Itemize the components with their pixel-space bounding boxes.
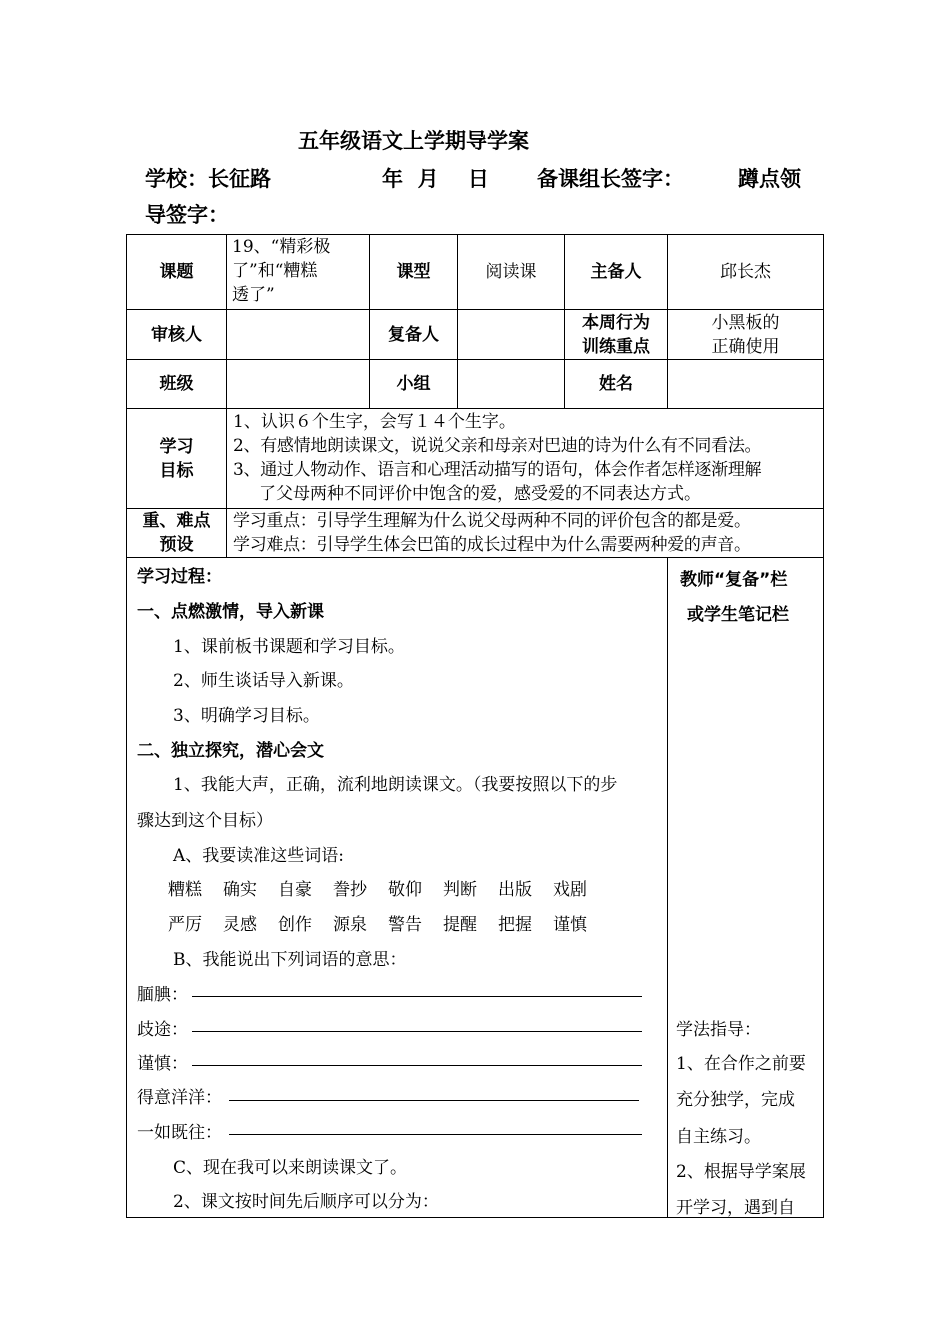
process-heading: 学习过程：: [137, 567, 222, 587]
key-points-list: [233, 509, 821, 557]
key-points-label: [127, 509, 226, 557]
author-label: 主备人: [590, 262, 642, 282]
topic-value-line-3: 透了”: [232, 285, 275, 305]
section-1-item: 1、课前板书课题和学习目标。: [173, 637, 405, 657]
sidebar-heading-1: 教师“复备”栏: [680, 570, 788, 590]
goals-label-2: 目标: [159, 460, 194, 481]
weekly-focus-value-1: 小黑板的: [711, 312, 780, 333]
key-points-label-2: 预设: [159, 535, 194, 555]
leader-sign-1: 蹲点领: [738, 167, 801, 191]
weekly-focus-label-1: 本周行为: [582, 312, 650, 333]
study-guide-title: 学法指导：: [676, 1020, 761, 1040]
study-guide-line: 开学习，遇到自: [676, 1198, 795, 1218]
weekly-focus-label-2: 训练重点: [582, 336, 650, 357]
goals-label: [127, 409, 226, 508]
words-row-2: [168, 910, 587, 935]
weekly-focus-label: [565, 310, 667, 359]
study-guide-line: 充分独学，完成: [676, 1090, 795, 1110]
word: 严厉: [168, 915, 202, 935]
section-2-item-1b: 骤达到这个目标）: [137, 811, 273, 831]
document-title: 五年级语文上学期导学案: [298, 129, 529, 153]
leader-sign-2: 导签字：: [145, 203, 229, 227]
word: 源泉: [333, 915, 367, 935]
key-point-item: 学习重点：引导学生理解为什么说父母两种不同的评价包含的都是爱。: [233, 511, 751, 531]
reviewer-label: 审核人: [151, 324, 202, 345]
answer-line[interactable]: [192, 996, 642, 997]
topic-value-line-1: 19、“精彩极: [232, 237, 331, 257]
word: 灵感: [223, 915, 257, 935]
word: 警告: [388, 915, 422, 935]
class-label: 班级: [159, 374, 194, 394]
word: 创作: [278, 915, 312, 935]
author-value: 邱长杰: [720, 262, 771, 282]
topic-label: 课题: [159, 262, 194, 282]
answer-line[interactable]: [229, 1100, 639, 1101]
topic-value-line-2: 了”和“糟糕: [232, 261, 318, 281]
word: 戏剧: [553, 880, 587, 900]
type-label: 课型: [396, 262, 431, 282]
step-b: B、我能说出下列词语的意思：: [173, 950, 407, 970]
goal-item: 了父母两种不同评价中饱含的爱，感受爱的不同表达方式。: [259, 484, 701, 504]
weekly-focus-value-2: 正确使用: [711, 336, 780, 357]
name-value[interactable]: [668, 360, 823, 408]
term-label: 歧途：: [137, 1020, 188, 1040]
answer-line[interactable]: [192, 1031, 642, 1032]
step-a: A、我要读准这些词语:: [173, 846, 345, 866]
sidebar-heading-2: 或学生笔记栏: [687, 605, 789, 625]
word: 谨慎: [553, 915, 587, 935]
term-label: 腼腆：: [137, 985, 188, 1005]
goal-item: 1、认识６个生字，会写１４个生字。: [233, 412, 516, 432]
study-guide-line: 自主练习。: [676, 1127, 761, 1147]
term-label: 得意洋洋：: [137, 1088, 222, 1108]
school-label: 学校：长征路: [145, 167, 271, 191]
key-point-item: 学习难点：引导学生体会巴笛的成长过程中为什么需要两种爱的声音。: [233, 535, 751, 555]
word: 提醒: [443, 915, 477, 935]
section-1-heading: 一、点燃激情，导入新课: [137, 602, 324, 622]
word: 誊抄: [333, 880, 367, 900]
type-value: 阅读课: [485, 262, 537, 282]
topic-value: [232, 235, 368, 309]
co-author-label: 复备人: [388, 324, 439, 345]
name-label: 姓名: [599, 374, 633, 394]
section-1-item: 3、明确学习目标。: [173, 706, 320, 726]
word: 把握: [498, 915, 532, 935]
word: 自豪: [278, 880, 312, 900]
group-label: 小组: [396, 374, 431, 394]
word: 糟糕: [168, 880, 202, 900]
word: 确实: [223, 880, 257, 900]
goal-item: 3、通过人物动作、语言和心理活动描写的语句，体会作者怎样逐渐理解: [233, 460, 762, 480]
section-2-item-2: 2、课文按时间先后顺序可以分为：: [173, 1192, 439, 1212]
words-row-1: [168, 875, 587, 900]
section-2-heading: 二、独立探究，潜心会文: [137, 741, 324, 761]
word: 敬仰: [388, 880, 422, 900]
step-c: C、现在我可以来朗读课文了。: [173, 1158, 408, 1178]
term-label: 谨慎：: [137, 1054, 188, 1074]
goals-list: [233, 410, 821, 506]
class-value[interactable]: [227, 360, 369, 408]
word: 判断: [443, 880, 477, 900]
group-value[interactable]: [458, 360, 564, 408]
term-label: 一如既往：: [137, 1123, 222, 1143]
answer-line[interactable]: [192, 1065, 642, 1066]
section-1-item: 2、师生谈话导入新课。: [173, 671, 354, 691]
group-leader-sign: 备课组长签字：: [537, 167, 684, 191]
study-guide-line: 2、根据导学案展: [676, 1162, 806, 1182]
word: 出版: [498, 880, 532, 900]
reviewer-value: [227, 310, 369, 359]
section-2-item-1a: 1、我能大声，正确，流利地朗读课文。（我要按照以下的步: [173, 775, 618, 795]
co-author-value: [458, 310, 564, 359]
key-points-label-1: 重、难点: [142, 511, 211, 531]
goal-item: 2、有感情地朗读课文，说说父亲和母亲对巴迪的诗为什么有不同看法。: [233, 436, 762, 456]
answer-line[interactable]: [229, 1134, 642, 1135]
date-label: 年 月 日: [382, 167, 489, 191]
study-guide-line: 1、在合作之前要: [676, 1054, 806, 1074]
weekly-focus-value: [668, 310, 823, 359]
goals-label-1: 学习: [159, 436, 194, 457]
